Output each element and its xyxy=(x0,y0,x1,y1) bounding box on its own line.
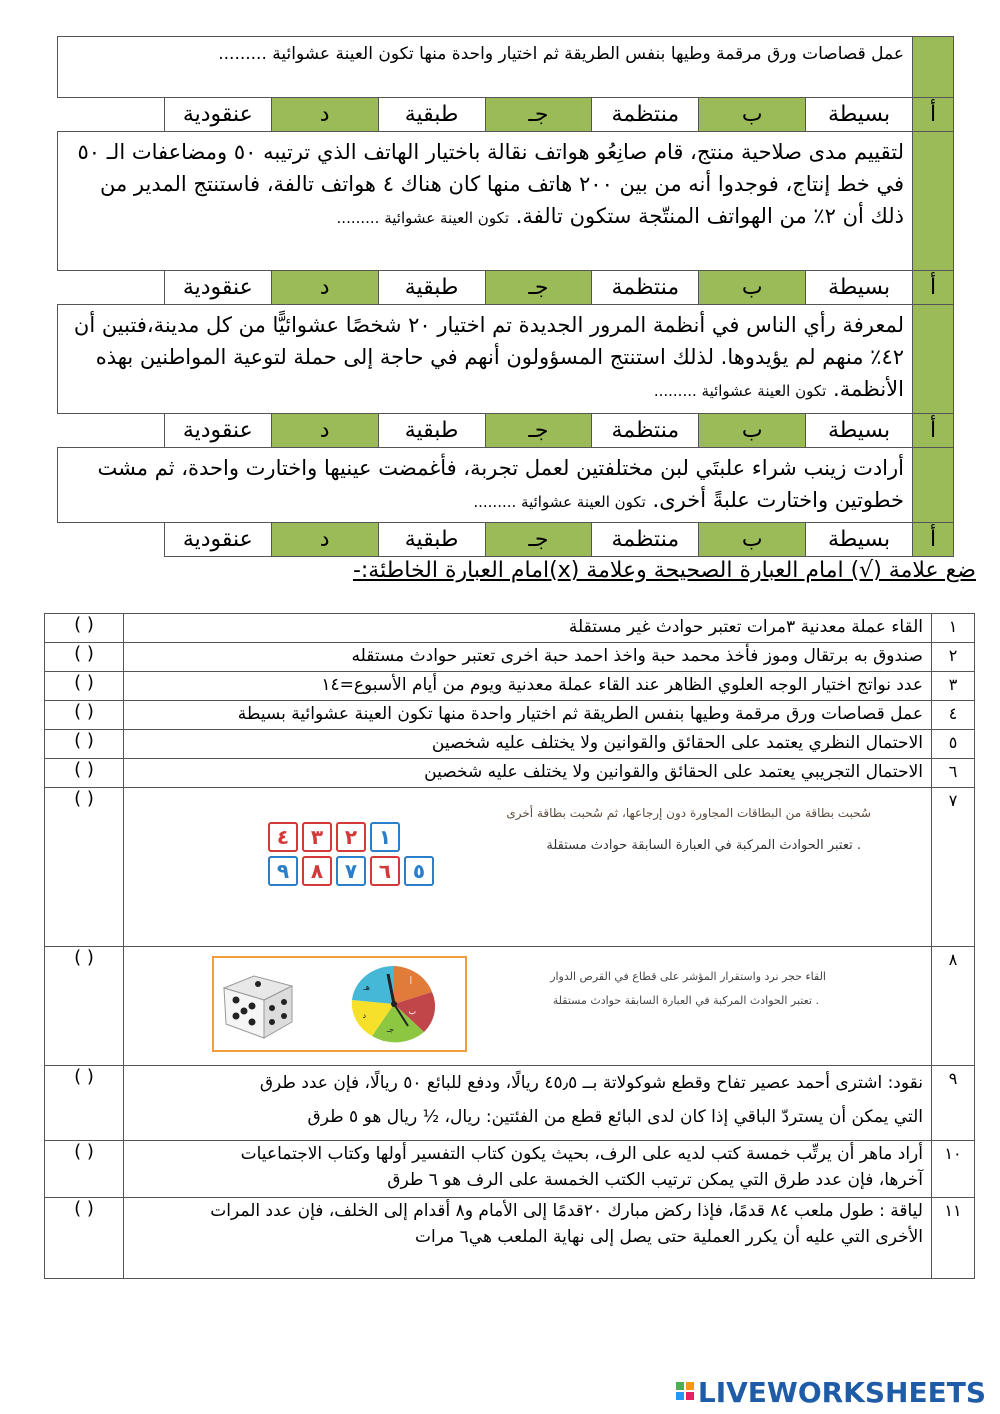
option-a-letter: أ xyxy=(913,98,954,132)
tf-row xyxy=(45,614,975,643)
option-c-letter: جـ xyxy=(485,414,592,448)
option-b-text[interactable]: منتظمة xyxy=(592,414,699,448)
card: ٣ xyxy=(302,822,332,852)
logo-text: LIVEWORKSHEETS xyxy=(697,1376,986,1409)
option-c-text[interactable]: طبقية xyxy=(378,98,485,132)
option-b-text[interactable]: منتظمة xyxy=(592,271,699,305)
card: ٢ xyxy=(336,822,366,852)
statement-text: الاحتمال النظري يعتمد على الحقائق والقوانين ولا يختلف عليه شخصين xyxy=(124,730,932,759)
card: ٤ xyxy=(268,822,298,852)
row-number: ٢ xyxy=(932,643,975,672)
mcq-question-row xyxy=(58,305,954,414)
number-cards xyxy=(266,820,441,888)
mcq-options-row xyxy=(58,523,954,557)
question-body: لمعرفة رأي الناس في أنظمة المرور الجديدة تم اختيار ٢٠ شخصًا عشوائيًّا من كل مدينة،فتبين أن ٤٢٪ منهم لم يؤيدوها. لذلك استنتج المسؤولون أنهم في حاجة إلى حملة لتوعية المواطنين بهذه الأنظمة. xyxy=(73,313,904,401)
instruction-heading: ضع علامة (√) امام العبارة الصحيحة وعلامة (x)امام العبارة الخاطئة:- xyxy=(352,558,976,583)
row-marker xyxy=(913,305,954,414)
tf-row xyxy=(45,788,975,947)
option-c-text[interactable]: طبقية xyxy=(378,271,485,305)
option-d-letter: د xyxy=(271,523,378,557)
mcq-question-text: عمل قصاصات ورق مرقمة وطيها بنفس الطريقة ثم اختيار واحدة منها تكون العينة عشوائية ......... xyxy=(58,37,913,98)
cards-caption: سُحبت بطاقة من البطاقات المجاورة دون إرجاعها، ثم سُحبت بطاقة أخرى xyxy=(506,806,871,820)
tf-row xyxy=(45,672,975,701)
question-tail: تكون العينة عشوائية ......... xyxy=(653,382,827,400)
option-b-text[interactable]: منتظمة xyxy=(592,523,699,557)
answer-box[interactable]: ( ) xyxy=(45,1066,124,1141)
tf-row xyxy=(45,1066,975,1141)
statement-line: آخرها، فإن عدد طرق التي يمكن ترتيب الكتب الخمسة على الرف هو ٦ طرق xyxy=(387,1170,923,1190)
tf-row xyxy=(45,643,975,672)
statement-text: عدد نواتج اختيار الوجه العلوي الظاهر عند القاء عملة معدنية ويوم من أيام الأسبوع=١٤ xyxy=(124,672,932,701)
mcq-question-text xyxy=(58,305,913,414)
mcq-question-row xyxy=(58,448,954,523)
statement-text: الاحتمال التجريبي يعتمد على الحقائق والقوانين ولا يختلف عليه شخصين xyxy=(124,759,932,788)
dice-spinner-figure xyxy=(124,947,932,1066)
row-number: ٣ xyxy=(932,672,975,701)
option-b-letter: ب xyxy=(699,414,806,448)
spinner-icon xyxy=(352,966,435,1042)
statement-text xyxy=(124,1141,932,1198)
dice-icon xyxy=(224,976,292,1038)
row-number: ٧ xyxy=(932,788,975,947)
option-d-text[interactable]: عنقودية xyxy=(164,414,271,448)
liveworksheets-logo xyxy=(676,1376,986,1409)
option-c-letter: جـ xyxy=(485,98,592,132)
statement-line: نقود: اشترى أحمد عصير تفاح وقطع شوكولاتة بــ ٤٥٫٥ ريالًا، ودفع للبائع ٥٠ ريالًا، فإن عدد طرق xyxy=(259,1073,923,1093)
option-c-text[interactable]: طبقية xyxy=(378,414,485,448)
question-tail: تكون العينة عشوائية ......... xyxy=(473,493,646,511)
answer-box[interactable]: ( ) xyxy=(45,672,124,701)
mcq-question-row xyxy=(58,132,954,271)
tf-row xyxy=(45,701,975,730)
card: ٩ xyxy=(268,856,298,886)
option-c-text[interactable]: طبقية xyxy=(378,523,485,557)
statement-text: عمل قصاصات ورق مرقمة وطيها بنفس الطريقة ثم اختيار واحدة منها تكون العينة عشوائية بسيطة xyxy=(124,701,932,730)
row-number: ٤ xyxy=(932,701,975,730)
statement-text: القاء عملة معدنية ٣مرات تعتبر حوادث غير مستقلة xyxy=(124,614,932,643)
card: ٥ xyxy=(404,856,434,886)
row-marker xyxy=(913,132,954,271)
card: ٦ xyxy=(370,856,400,886)
option-b-text[interactable]: منتظمة xyxy=(592,98,699,132)
row-number: ١ xyxy=(932,614,975,643)
answer-box[interactable]: ( ) xyxy=(45,759,124,788)
statement-text xyxy=(124,1066,932,1141)
statement-line: لياقة : طول ملعب ٨٤ قدمًا، فإذا ركض مبارك ٢٠قدمًا إلى الأمام و٨ أقدام إلى الخلف، فإن عدد المرات xyxy=(210,1201,923,1221)
statement-text xyxy=(124,1198,932,1279)
row-number: ٩ xyxy=(932,1066,975,1141)
answer-box[interactable]: ( ) xyxy=(45,730,124,759)
statement-line: الأخرى التي عليه أن يكرر العملية حتى يصل إلى نهاية الملعب هي٦ مرات xyxy=(415,1227,923,1247)
statement-line: أراد ماهر أن يرتِّب خمسة كتب لديه على الرف، بحيث يكون كتاب التفسير أولها وكتاب الاجتماعيات xyxy=(240,1144,923,1164)
option-b-letter: ب xyxy=(699,98,806,132)
option-a-letter: أ xyxy=(913,414,954,448)
mcq-question-text xyxy=(58,448,913,523)
answer-box[interactable]: ( ) xyxy=(45,614,124,643)
option-a-text[interactable]: بسيطة xyxy=(806,523,913,557)
mcq-question-text xyxy=(58,132,913,271)
row-number: ١١ xyxy=(932,1198,975,1279)
tf-row xyxy=(45,1141,975,1198)
option-a-text[interactable]: بسيطة xyxy=(806,271,913,305)
mcq-table xyxy=(57,36,954,557)
tf-row xyxy=(45,730,975,759)
dice-caption: القاء حجر نرد واستقرار المؤشر على قطاع في القرص الدوار xyxy=(550,970,826,983)
tf-row xyxy=(45,1198,975,1279)
answer-box[interactable]: ( ) xyxy=(45,1141,124,1198)
mcq-options-row xyxy=(58,98,954,132)
question-body: أرادت زينب شراء علبتَي لبن مختلفتين لعمل تجربة، فأغمضت عينيها واختارت واحدة، ثم مشت خطوتين واختارت علبةً أخرى. xyxy=(97,456,904,512)
spinner-label: هـ xyxy=(363,983,370,992)
row-number: ٥ xyxy=(932,730,975,759)
spinner-label: د xyxy=(362,1011,366,1020)
row-marker xyxy=(913,37,954,98)
answer-box[interactable]: ( ) xyxy=(45,701,124,730)
option-b-letter: ب xyxy=(699,271,806,305)
question-body: لتقييم مدى صلاحية منتج، قام صانِعُو هواتف نقالة باختيار الهاتف الذي ترتيبه ٥٠ ومضاعفات الـ ٥٠ في خط إنتاج، فوجدوا أنه من بين ٢٠٠ هاتف منها كان هناك ٤ هواتف تالفة، فاستنتج المدير من ذلك أن ٢٪ من الهواتف المنتّجة ستكون تالفة. xyxy=(77,140,904,228)
true-false-table xyxy=(44,613,975,1279)
option-d-letter: د xyxy=(271,98,378,132)
dice-spinner-svg xyxy=(214,958,465,1050)
statement-line: التي يمكن أن يستردّ الباقي إذا كان لدى البائع قطع من الفئتين: ريال، ½ ريال هو ٥ طرق xyxy=(307,1107,923,1127)
option-d-text[interactable]: عنقودية xyxy=(164,98,271,132)
option-a-letter: أ xyxy=(913,523,954,557)
card: ٨ xyxy=(302,856,332,886)
option-b-letter: ب xyxy=(699,523,806,557)
answer-box[interactable]: ( ) xyxy=(45,643,124,672)
spinner-label: جـ xyxy=(386,1025,394,1034)
option-c-letter: جـ xyxy=(485,523,592,557)
row-number: ٦ xyxy=(932,759,975,788)
option-d-text[interactable]: عنقودية xyxy=(164,523,271,557)
mcq-question-row xyxy=(58,37,954,98)
option-a-text[interactable]: بسيطة xyxy=(806,98,913,132)
row-number: ٨ xyxy=(932,947,975,1066)
logo-icon xyxy=(676,1382,694,1400)
cards-figure xyxy=(124,788,932,947)
spinner-label: أ xyxy=(409,977,412,986)
statement-text: صندوق به برتقال وموز فأخذ محمد حبة واخذ احمد حبة اخرى تعتبر حوادث مستقله xyxy=(124,643,932,672)
dice-statement: . تعتبر الحوادث المركبة في العبارة السابقة حوادث مستقلة xyxy=(552,994,819,1007)
dice-figure-wrap xyxy=(124,948,931,1064)
option-a-letter: أ xyxy=(913,271,954,305)
row-number: ١٠ xyxy=(932,1141,975,1198)
tf-row xyxy=(45,947,975,1066)
mcq-options-row xyxy=(58,271,954,305)
cards-figure-wrap xyxy=(124,792,931,942)
question-tail: تكون العينة عشوائية ......... xyxy=(336,209,510,227)
cards-statement: . تعتبر الحوادث المركبة في العبارة السابقة حوادث مستقلة xyxy=(546,838,861,853)
dice-spinner-frame xyxy=(212,956,467,1052)
answer-box[interactable]: ( ) xyxy=(45,788,124,947)
tf-row xyxy=(45,759,975,788)
answer-box[interactable]: ( ) xyxy=(45,947,124,1066)
card: ٧ xyxy=(336,856,366,886)
option-d-text[interactable]: عنقودية xyxy=(164,271,271,305)
card: ١ xyxy=(370,822,400,852)
spinner-label: ب xyxy=(408,1007,416,1016)
option-c-letter: جـ xyxy=(485,271,592,305)
answer-box[interactable]: ( ) xyxy=(45,1198,124,1279)
option-d-letter: د xyxy=(271,414,378,448)
option-d-letter: د xyxy=(271,271,378,305)
row-marker xyxy=(913,448,954,523)
mcq-options-row xyxy=(58,414,954,448)
option-a-text[interactable]: بسيطة xyxy=(806,414,913,448)
